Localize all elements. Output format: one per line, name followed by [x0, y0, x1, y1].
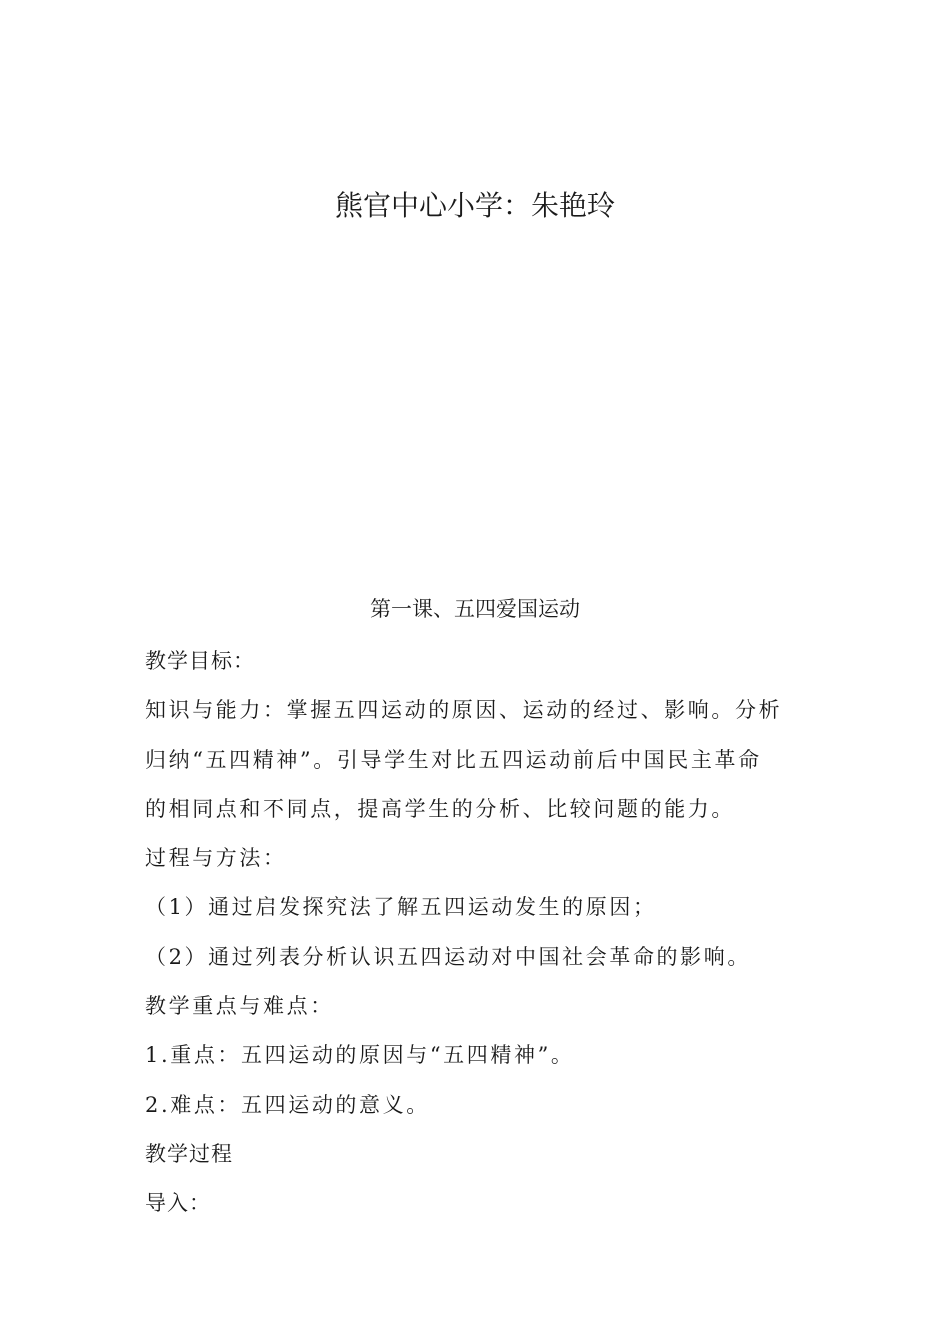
list-item: 1.重点：五四运动的原因与“五四精神”。: [145, 1043, 575, 1068]
paragraph-line: 知识与能力：掌握五四运动的原因、运动的经过、影响。分析: [145, 698, 783, 723]
section-heading-process-method: 过程与方法：: [145, 846, 287, 871]
lesson-title: 第一课、五四爱国运动: [370, 597, 580, 621]
lesson-body: [145, 644, 810, 1236]
paragraph-line: 的相同点和不同点，提高学生的分析、比较问题的能力。: [145, 796, 735, 821]
section-heading-objectives: 教学目标：: [145, 649, 255, 673]
list-item: （2）通过列表分析认识五四运动对中国社会革命的影响。: [145, 944, 751, 969]
list-item: （1）通过启发探究法了解五四运动发生的原因；: [145, 895, 657, 920]
section-heading-teaching-process: 教学过程: [145, 1141, 233, 1166]
section-heading-key-points: 教学重点与难点：: [145, 994, 334, 1019]
author-heading: 熊官中心小学：朱艳玲: [334, 189, 615, 222]
list-item: 2.难点：五四运动的意义。: [145, 1092, 430, 1117]
paragraph-line: 归纳“五四精神”。引导学生对比五四运动前后中国民主革命: [145, 747, 762, 772]
section-heading-introduction: 导入：: [145, 1191, 211, 1216]
